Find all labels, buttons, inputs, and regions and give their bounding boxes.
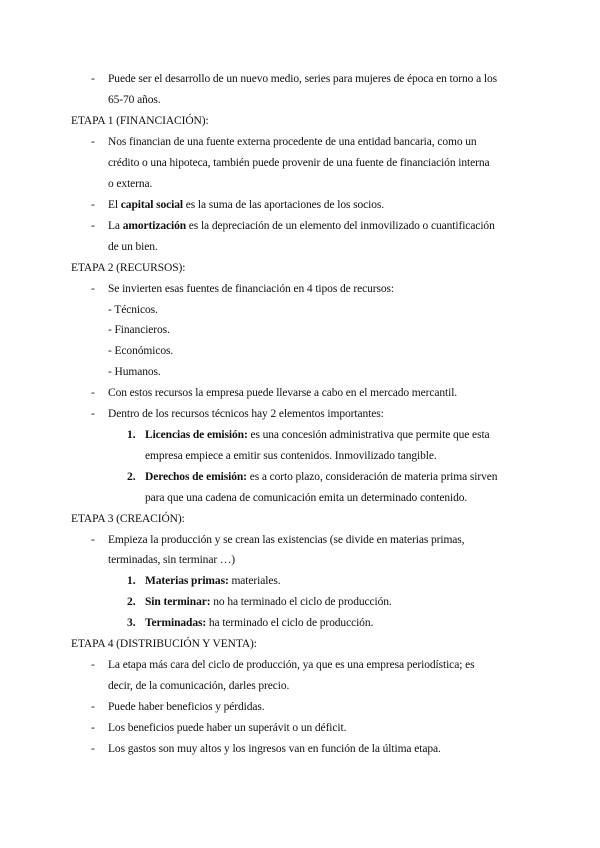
term-derechos-emision: Derechos de emisión: <box>145 471 247 483</box>
etapa-4-bullet-2: Puede haber beneficios y pérdidas. <box>108 701 265 713</box>
text-post: es a corto plazo, consideración de materia prima sirven <box>246 471 498 483</box>
resource-type-item: - Financieros. <box>108 324 170 336</box>
licencias-emision-line-1 <box>145 428 490 442</box>
text-post: materiales. <box>228 575 281 587</box>
etapa-2-bullet-3: Dentro de los recursos técnicos hay 2 elementos importantes: <box>108 408 384 420</box>
etapa-4-bullet-1-line-1: La etapa más cara del ciclo de producción, ya que es una empresa periodística; es <box>108 659 475 671</box>
etapa-2-bullet-2: Con estos recursos la empresa puede llevarse a cabo en el mercado mercantil. <box>108 387 458 399</box>
licencias-emision-line-2: empresa empiece a emitir sus contenidos. Inmovilizado tangible. <box>145 450 437 462</box>
bullet-dash: - <box>91 659 95 671</box>
bullet-dash: - <box>91 220 95 232</box>
bullet-dash: - <box>91 283 95 295</box>
bullet-dash: - <box>91 743 95 755</box>
intro-text-line-1: Puede ser el desarrollo de un nuevo medio, series para mujeres de época en torno a los <box>108 73 497 85</box>
bullet-dash: - <box>91 534 95 546</box>
list-number: 1. <box>127 429 136 441</box>
text-pre: El <box>108 199 121 211</box>
text-post: no ha terminado el ciclo de producción. <box>210 596 392 608</box>
etapa-3-bullet-1-line-2: terminadas, sin terminar …) <box>108 554 235 566</box>
etapa-1-bullet-1-line-2: crédito o una hipoteca, también puede provenir de una fuente de financiación interna <box>108 157 490 169</box>
sin-terminar-item <box>145 595 392 609</box>
etapa-3-heading: ETAPA 3 (CREACIÓN): <box>71 513 185 525</box>
materias-primas-item <box>145 574 280 588</box>
derechos-emision-line-1 <box>145 470 497 484</box>
term-materias-primas: Materias primas: <box>145 575 229 587</box>
list-number: 3. <box>127 617 136 629</box>
etapa-1-bullet-3-line-1 <box>108 219 495 233</box>
etapa-1-bullet-3-line-2: de un bien. <box>108 241 158 253</box>
bullet-dash: - <box>91 136 95 148</box>
text-post: ha terminado el ciclo de producción. <box>206 617 374 629</box>
intro-text-line-2: 65-70 años. <box>108 94 161 106</box>
terminadas-item <box>145 616 373 630</box>
bullet-dash: - <box>91 199 95 211</box>
resource-type-item: - Económicos. <box>108 345 174 357</box>
etapa-2-heading: ETAPA 2 (RECURSOS): <box>71 262 186 274</box>
term-terminadas: Terminadas: <box>145 617 207 629</box>
bullet-dash: - <box>91 722 95 734</box>
etapa-1-heading: ETAPA 1 (FINANCIACIÓN): <box>71 115 209 127</box>
etapa-1-bullet-1-line-1: Nos financian de una fuente externa procedente de una entidad bancaria, como un <box>108 136 477 148</box>
etapa-2-bullet-1: Se invierten esas fuentes de financiación en 4 tipos de recursos: <box>108 283 395 295</box>
term-sin-terminar: Sin terminar: <box>145 596 211 608</box>
text-post: es la suma de las aportaciones de los socios. <box>182 199 385 211</box>
term-capital-social: capital social <box>120 199 183 211</box>
etapa-1-bullet-2 <box>108 198 384 212</box>
resource-type-item: - Humanos. <box>108 366 161 378</box>
term-licencias-emision: Licencias de emisión: <box>145 429 248 441</box>
list-number: 2. <box>127 596 136 608</box>
etapa-1-bullet-1-line-3: o externa. <box>108 178 153 190</box>
resource-type-item: - Técnicos. <box>108 304 158 316</box>
list-number: 2. <box>127 471 136 483</box>
etapa-3-bullet-1-line-1: Empieza la producción y se crean las existencias (se divide en materias primas, <box>108 534 465 546</box>
etapa-4-bullet-4: Los gastos son muy altos y los ingresos van en función de la última etapa. <box>108 743 441 755</box>
term-amortizacion: amortización <box>122 220 187 232</box>
etapa-4-bullet-1-line-2: decir, de la comunicación, darles precio. <box>108 680 290 692</box>
bullet-dash: - <box>91 73 95 85</box>
bullet-dash: - <box>91 408 95 420</box>
text-post: es la depreciación de un elemento del inmovilizado o cuantificación <box>186 220 495 232</box>
bullet-dash: - <box>91 701 95 713</box>
bullet-dash: - <box>91 387 95 399</box>
etapa-4-heading: ETAPA 4 (DISTRIBUCIÓN Y VENTA): <box>71 638 257 650</box>
list-number: 1. <box>127 575 136 587</box>
text-pre: La <box>108 220 123 232</box>
text-post: es una concesión administrativa que permite que esta <box>247 429 490 441</box>
derechos-emision-line-2: para que una cadena de comunicación emita un determinado contenido. <box>145 492 468 504</box>
etapa-4-bullet-3: Los beneficios puede haber un superávit o un déficit. <box>108 722 347 734</box>
